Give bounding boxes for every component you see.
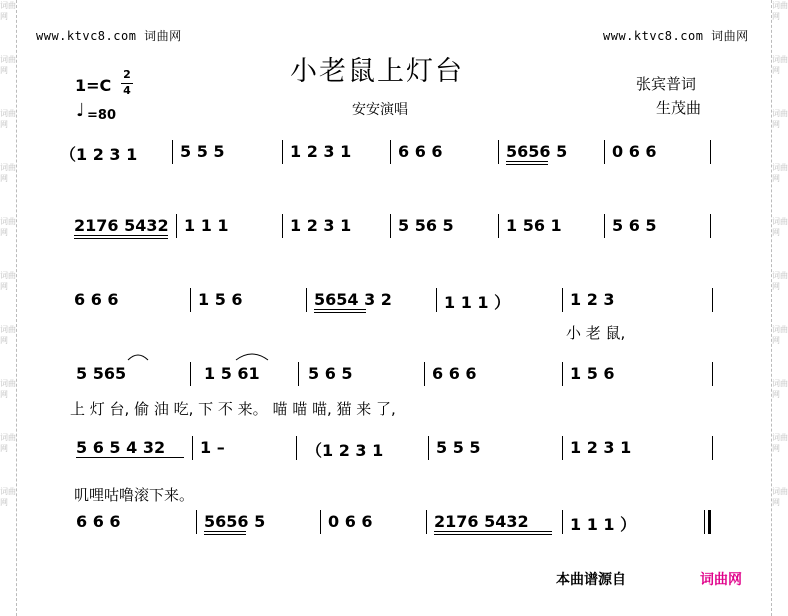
watermark-text: 词曲网	[772, 55, 788, 75]
barline	[298, 362, 299, 386]
barline	[604, 214, 605, 238]
right-watermark-strip	[771, 0, 788, 616]
beam-line	[506, 161, 548, 162]
watermark-text: 词曲网	[0, 217, 16, 237]
barline	[436, 288, 437, 312]
measure: 1 1 1	[184, 216, 229, 235]
measure: 2176 5432	[74, 216, 169, 235]
beam-line	[204, 531, 246, 532]
watermark-text: 词曲网	[0, 55, 16, 75]
beam-line	[74, 235, 168, 236]
barline	[712, 288, 713, 312]
watermark-text: 词曲网	[0, 325, 16, 345]
time-signature-bottom: 4	[123, 84, 131, 97]
beam-line	[434, 531, 552, 532]
quarter-note-icon: ♩	[76, 100, 85, 121]
watermark-text: 词曲网	[772, 1, 788, 21]
barline	[192, 436, 193, 460]
barline	[190, 362, 191, 386]
slur-marks	[120, 348, 280, 362]
barline	[562, 510, 563, 534]
brand-link[interactable]: 词曲网	[700, 572, 742, 588]
measure: 2176 5432	[434, 512, 529, 531]
watermark-text: 词曲网	[772, 163, 788, 183]
final-barline-thin	[704, 510, 705, 534]
measure: （1 2 3 1	[306, 441, 384, 460]
beam-line	[74, 238, 168, 239]
measure: 6 6 6	[432, 364, 477, 383]
watermark-text: 词曲网	[772, 271, 788, 291]
watermark-text: 词曲网	[772, 325, 788, 345]
barline	[710, 214, 711, 238]
beam-line	[204, 534, 246, 535]
barline	[176, 214, 177, 238]
measure: 1 5 61	[204, 364, 260, 383]
measure: 5 6 5	[308, 364, 353, 383]
measure: 0 6 6	[328, 512, 373, 531]
measure: 6 6 6	[74, 290, 119, 309]
measure: 5 565	[76, 364, 127, 383]
lyricist-credit: 张宾普词	[636, 75, 697, 93]
tempo-marking: =80	[87, 108, 116, 123]
barline	[712, 436, 713, 460]
measure: 6 6 6	[76, 512, 121, 531]
watermark-text: 词曲网	[0, 163, 16, 183]
measure: 1 5 6	[570, 364, 615, 383]
watermark-text: 词曲网	[772, 433, 788, 453]
watermark-text: 词曲网	[0, 433, 16, 453]
barline	[604, 140, 605, 164]
barline	[190, 288, 191, 312]
song-title: 小老鼠上灯台	[290, 56, 464, 87]
measure: 1 2 3 1	[570, 438, 632, 457]
measure: 6 6 6	[398, 142, 443, 161]
watermark-text: 词曲网	[772, 487, 788, 507]
barline	[562, 436, 563, 460]
barline	[172, 140, 173, 164]
barline	[498, 214, 499, 238]
watermark-text: 词曲网	[772, 109, 788, 129]
barline	[562, 362, 563, 386]
beam-line	[314, 312, 366, 313]
barline	[390, 214, 391, 238]
lyric-line: 小 老 鼠,	[566, 324, 626, 342]
left-watermark-strip	[0, 0, 17, 616]
barline	[710, 140, 711, 164]
barline	[320, 510, 321, 534]
barline	[426, 510, 427, 534]
barline	[428, 436, 429, 460]
composer-credit: 生茂曲	[656, 99, 702, 117]
final-barline-thick	[708, 510, 711, 534]
beam-line	[76, 457, 184, 458]
measure: 5654 3 2	[314, 290, 392, 309]
measure: 1 5 6	[198, 290, 243, 309]
measure: 1 1 1 ）	[570, 515, 637, 534]
measure: 1 2 3 1	[290, 216, 352, 235]
watermark-text: 词曲网	[0, 487, 16, 507]
measure: 1 2 3	[570, 290, 615, 309]
singer-credit: 安安演唱	[352, 102, 408, 118]
time-signature-top: 2	[123, 68, 131, 81]
measure: 5 6 5	[612, 216, 657, 235]
barline	[306, 288, 307, 312]
site-url-left: www.ktvc8.com 词曲网	[36, 29, 182, 43]
site-url-right: www.ktvc8.com 词曲网	[603, 29, 749, 43]
lyric-line: 上 灯 台, 偷 油 吃, 下 不 来。 喵 喵 喵, 猫 来 了,	[70, 400, 396, 418]
barline	[498, 140, 499, 164]
barline	[562, 288, 563, 312]
source-note: 本曲谱源自	[556, 572, 626, 588]
barline	[296, 436, 297, 460]
barline	[390, 140, 391, 164]
measure: 5656 5	[204, 512, 266, 531]
beam-line	[314, 309, 366, 310]
barline	[282, 214, 283, 238]
measure: 1 56 1	[506, 216, 562, 235]
measure: 5 6 5 4 32	[76, 438, 166, 457]
barline	[196, 510, 197, 534]
lyric-line: 叽哩咕噜滚下来。	[74, 486, 195, 504]
measure: （1 2 3 1	[60, 145, 138, 164]
watermark-text: 词曲网	[772, 217, 788, 237]
measure: 1 2 3 1	[290, 142, 352, 161]
beam-line	[506, 164, 548, 165]
measure: 0 6 6	[612, 142, 657, 161]
watermark-text: 词曲网	[772, 379, 788, 399]
measure: 1 1 1 ）	[444, 293, 511, 312]
measure: 1 –	[200, 438, 225, 457]
barline	[282, 140, 283, 164]
watermark-text: 词曲网	[0, 1, 16, 21]
watermark-text: 词曲网	[0, 379, 16, 399]
watermark-text: 词曲网	[0, 109, 16, 129]
barline	[424, 362, 425, 386]
barline	[712, 362, 713, 386]
watermark-text: 词曲网	[0, 271, 16, 291]
measure: 5656 5	[506, 142, 568, 161]
measure: 5 5 5	[436, 438, 481, 457]
measure: 5 56 5	[398, 216, 454, 235]
key-signature: 1=C	[75, 76, 112, 95]
beam-line	[434, 534, 552, 535]
measure: 5 5 5	[180, 142, 225, 161]
